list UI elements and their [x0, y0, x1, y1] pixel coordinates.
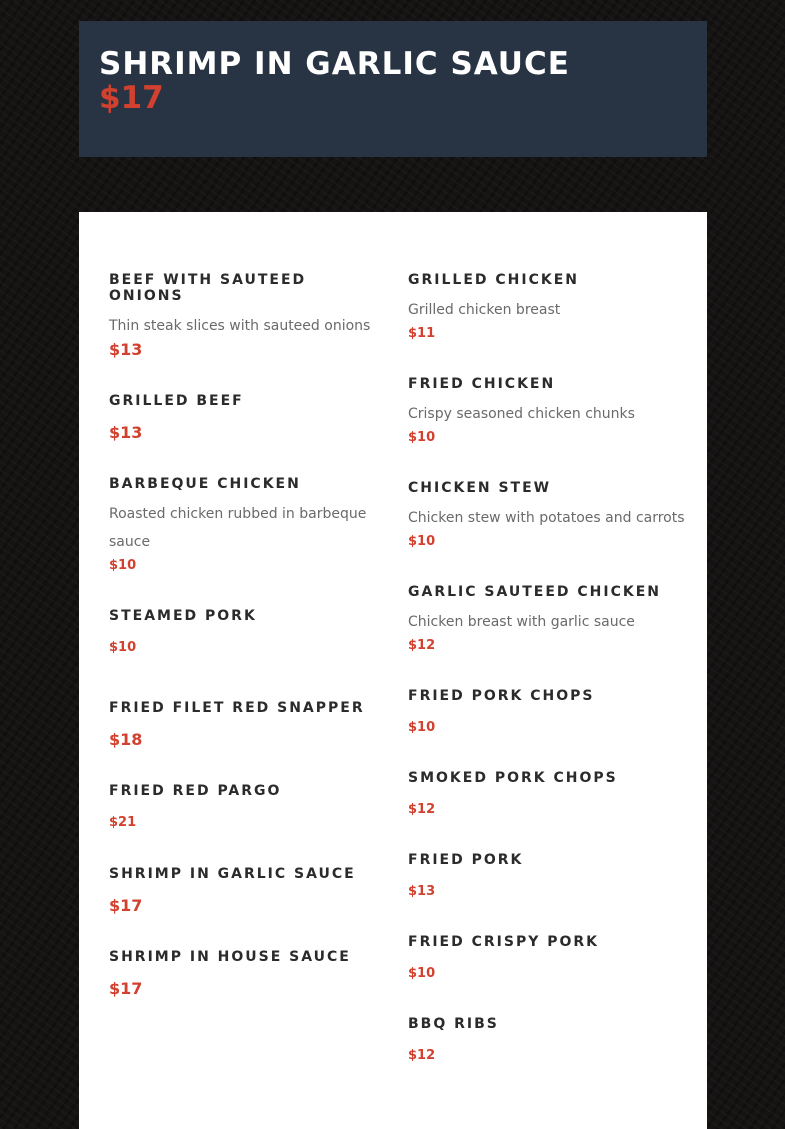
menu-item [109, 608, 379, 658]
menu-item-price: $10 [408, 534, 436, 549]
menu-item-price: $10 [408, 430, 436, 445]
menu-item [408, 1016, 688, 1066]
menu-item [109, 476, 379, 576]
menu-item-price: $10 [109, 640, 137, 655]
menu-item-name: GARLIC SAUTEED CHICKEN [408, 584, 662, 600]
menu-panel [79, 212, 707, 1129]
menu-item [109, 783, 379, 833]
menu-item-price: $10 [408, 720, 436, 735]
menu-item-name: SMOKED PORK CHOPS [408, 770, 618, 786]
menu-item-price: $10 [109, 558, 137, 573]
menu-item [408, 376, 688, 448]
menu-item-name: FRIED CHICKEN [408, 376, 556, 392]
menu-item-price: $12 [408, 802, 436, 817]
menu-item-name: SHRIMP IN HOUSE SAUCE [109, 949, 351, 965]
menu-column-left [109, 272, 379, 999]
menu-item-price: $21 [109, 815, 137, 830]
featured-item-name: SHRIMP IN GARLIC SAUCE [99, 46, 570, 82]
menu-item [408, 584, 688, 656]
menu-item-price: $13 [109, 423, 143, 442]
featured-item-card [79, 21, 707, 157]
menu-item-description: Roasted chicken rubbed in barbeque sauce [109, 506, 367, 550]
menu-item [408, 770, 688, 820]
menu-item-price: $17 [109, 979, 143, 998]
menu-item-name: FRIED PORK [408, 852, 524, 868]
menu-item-name: SHRIMP IN GARLIC SAUCE [109, 866, 356, 882]
menu-item-name: FRIED RED PARGO [109, 783, 282, 799]
menu-item [408, 934, 688, 984]
menu-item-price: $13 [408, 884, 436, 899]
menu-item-description: Chicken breast with garlic sauce [408, 614, 635, 630]
menu-item [408, 272, 688, 344]
menu-item [109, 949, 379, 999]
menu-item-description: Thin steak slices with sauteed onions [109, 318, 371, 334]
menu-item-name: STEAMED PORK [109, 608, 257, 624]
menu-item-price: $11 [408, 326, 436, 341]
menu-item [109, 272, 379, 360]
menu-item-name: GRILLED BEEF [109, 393, 244, 409]
menu-item-name: CHICKEN STEW [408, 480, 552, 496]
featured-item-price: $17 [99, 80, 164, 116]
menu-item [109, 866, 379, 916]
menu-item-price: $12 [408, 638, 436, 653]
menu-item-name: FRIED FILET RED SNAPPER [109, 700, 365, 716]
menu-item-name: BARBEQUE CHICKEN [109, 476, 301, 492]
menu-item-name: FRIED CRISPY PORK [408, 934, 600, 950]
menu-item-description: Grilled chicken breast [408, 302, 561, 318]
menu-item-price: $10 [408, 966, 436, 981]
menu-item-name: GRILLED CHICKEN [408, 272, 579, 288]
menu-item-price: $18 [109, 730, 143, 749]
menu-item [408, 852, 688, 902]
menu-item-price: $13 [109, 340, 143, 359]
menu-item-description: Chicken stew with potatoes and carrots [408, 510, 685, 526]
menu-item-price: $17 [109, 896, 143, 915]
menu-item-name: FRIED PORK CHOPS [408, 688, 595, 704]
menu-item-description: Crispy seasoned chicken chunks [408, 406, 635, 422]
menu-item-name: BEEF WITH SAUTEED ONIONS [109, 272, 307, 304]
menu-item-price: $12 [408, 1048, 436, 1063]
menu-item [408, 688, 688, 738]
menu-item [408, 480, 688, 552]
menu-item-name: BBQ RIBS [408, 1016, 499, 1032]
menu-column-right [408, 272, 688, 1066]
menu-item [109, 393, 379, 443]
menu-item [109, 700, 379, 750]
